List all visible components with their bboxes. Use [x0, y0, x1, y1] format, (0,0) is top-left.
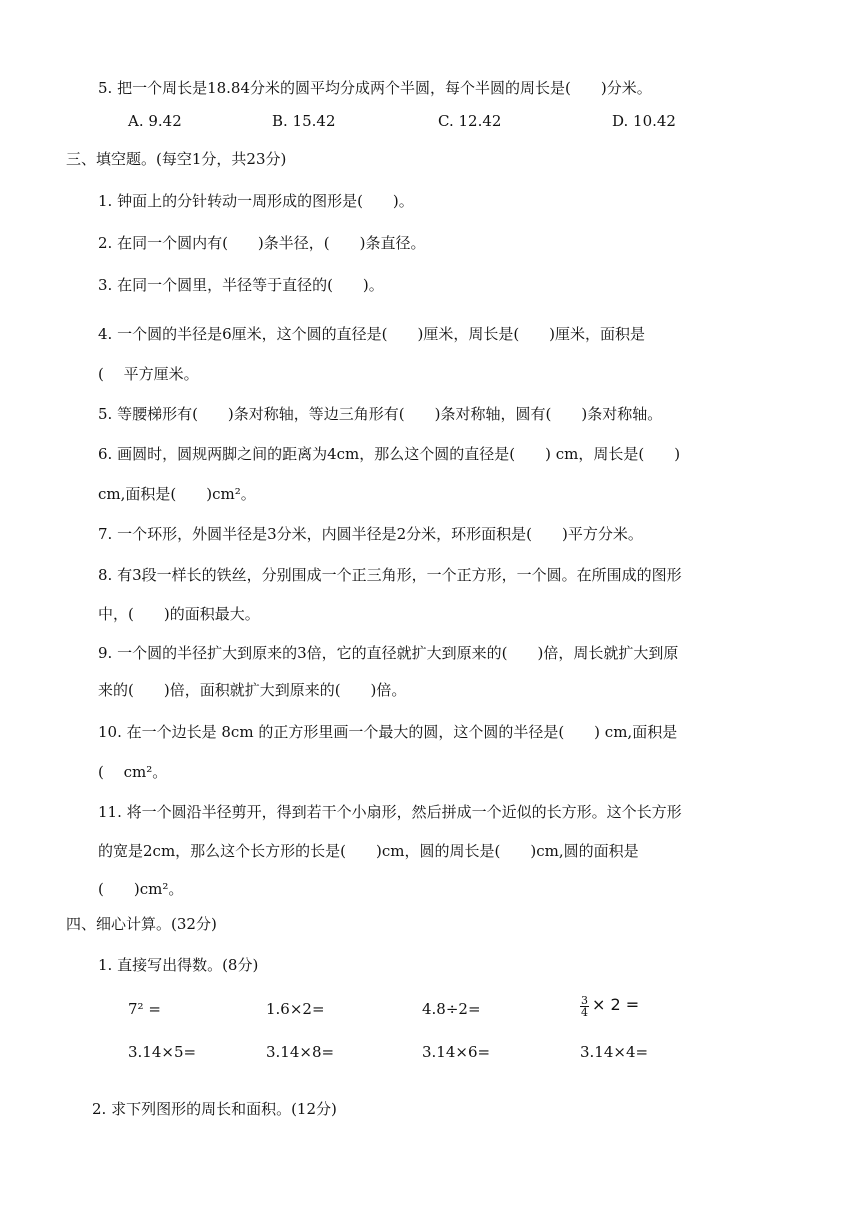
question-3-3: 3. 在同一个圆里，半径等于直径的( )。	[98, 276, 384, 294]
calc-3-14-times-6: 3.14×6=	[422, 1043, 491, 1061]
question-3-9-line1: 9. 一个圆的半径扩大到原来的3倍，它的直径就扩大到原来的( )倍，周长就扩大到原	[98, 644, 679, 662]
calc-1-6-times-2: 1.6×2=	[266, 1000, 325, 1018]
calc-4-8-div-2: 4.8÷2=	[422, 1000, 481, 1018]
section-4-heading: 四、细心计算。(32分)	[66, 915, 217, 933]
option-b: B. 15.42	[272, 112, 336, 130]
calc-3-14-times-8: 3.14×8=	[266, 1043, 335, 1061]
question-4-2: 2. 求下列图形的周长和面积。(12分)	[92, 1100, 337, 1118]
question-3-10-line2: ( cm²。	[98, 763, 168, 781]
question-4-1-title: 1. 直接写出得数。(8分)	[98, 956, 259, 974]
fraction-rest: × 2 =	[592, 995, 640, 1014]
question-3-11-line3: ( )cm²。	[98, 880, 184, 898]
calc-fraction	[580, 994, 639, 1018]
question-3-11-line2: 的宽是2cm，那么这个长方形的长是( )cm，圆的周长是( )cm,圆的面积是	[98, 842, 639, 860]
question-3-11-line1: 11. 将一个圆沿半径剪开，得到若干个小扇形，然后拼成一个近似的长方形。这个长方形	[98, 803, 682, 821]
fraction-3-4: $\frac{3}{4}$	[581, 993, 588, 1019]
question-3-10-line1: 10. 在一个边长是 8cm 的正方形里画一个最大的圆，这个圆的半径是( ) cm,面积是	[98, 723, 678, 741]
question-3-4-line2: ( 平方厘米。	[98, 365, 199, 383]
section-3-heading: 三、填空题。(每空1分，共23分)	[66, 150, 287, 168]
question-3-1: 1. 钟面上的分针转动一周形成的图形是( )。	[98, 192, 414, 210]
calc-3-14-times-5: 3.14×5=	[128, 1043, 197, 1061]
question-3-7: 7. 一个环形，外圆半径是3分米，内圆半径是2分米，环形面积是( )平方分米。	[98, 525, 643, 543]
question-2-5: 5. 把一个周长是18.84分米的圆平均分成两个半圆，每个半圆的周长是( )分米。	[98, 79, 652, 97]
option-c: C. 12.42	[438, 112, 502, 130]
calc-7-squared: 7² =	[128, 1000, 161, 1018]
question-3-6-line2: cm,面积是( )cm²。	[98, 485, 256, 503]
question-3-9-line2: 来的( )倍，面积就扩大到原来的( )倍。	[98, 681, 407, 699]
question-3-4-line1: 4. 一个圆的半径是6厘米，这个圆的直径是( )厘米，周长是( )厘米，面积是	[98, 325, 646, 343]
option-d: D. 10.42	[612, 112, 676, 130]
calc-3-14-times-4: 3.14×4=	[580, 1043, 649, 1061]
question-3-6-line1: 6. 画圆时，圆规两脚之间的距离为4cm，那么这个圆的直径是( ) cm，周长是( )	[98, 445, 681, 463]
question-3-5: 5. 等腰梯形有( )条对称轴，等边三角形有( )条对称轴，圆有( )条对称轴。	[98, 405, 663, 423]
question-3-8-line2: 中，( )的面积最大。	[98, 605, 260, 623]
question-3-2: 2. 在同一个圆内有( )条半径，( )条直径。	[98, 234, 426, 252]
option-a: A. 9.42	[128, 112, 182, 130]
question-3-8-line1: 8. 有3段一样长的铁丝，分别围成一个正三角形，一个正方形，一个圆。在所围成的图形	[98, 566, 682, 584]
